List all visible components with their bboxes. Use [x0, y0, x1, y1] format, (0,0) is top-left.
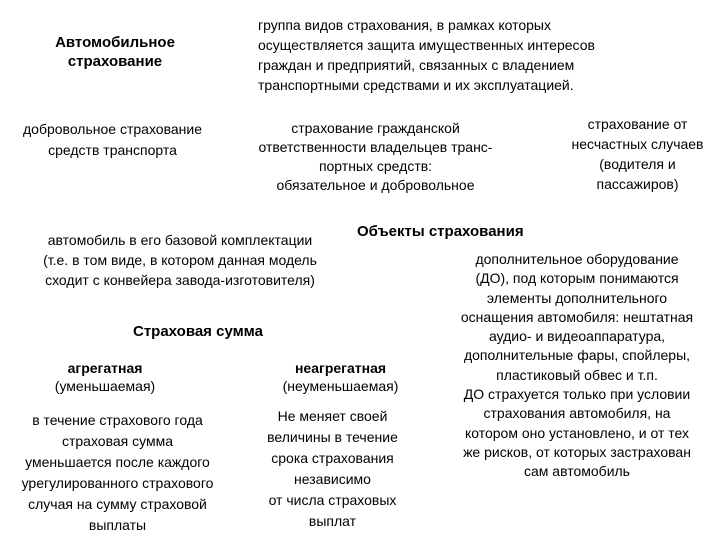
aggregate-sum-label: агрегатная: [67, 360, 143, 376]
base-configuration-car: автомобиль в его базовой комплектации (т.е. в том виде, в котором данная модель сходит с конвейера завода-изготовителя): [43, 232, 317, 288]
aggregate-sum-description: в течение страхового года страховая сумма уменьшается после каждого урегулированного страхового случая на сумму страховой выплаты: [21, 412, 214, 533]
auto-insurance-definition: группа видов страхования, в рамках которых осуществляется защита имущественных интересов граждан и предприятий, связанных с владением транспортными средствами и их эксплуатацией.: [258, 17, 595, 93]
non-aggregate-sum-label: неагрегатная: [294, 360, 387, 376]
non-aggregate-sum-description: Не меняет своей величины в течение срока страхования независимо от числа страховых выплат: [267, 408, 398, 529]
non-aggregate-sum-sublabel: (неуменьшаемая): [282, 378, 399, 394]
accident-insurance: страхование от несчастных случаев (водителя и пассажиров): [571, 116, 704, 192]
voluntary-vehicle-insurance: добровольное страхование средств транспорта: [23, 121, 202, 158]
civil-liability-insurance: страхование гражданской ответственности владельцев транс- портных средств: обязательное и добровольное: [258, 120, 493, 193]
insured-sum-title: Страховая сумма: [133, 323, 263, 340]
auto-insurance-title: Автомобильное страхование: [55, 34, 175, 70]
insurance-objects-title: Объекты страхования: [357, 223, 524, 240]
additional-equipment-description: дополнительное оборудование (ДО), под которым понимаются элементы дополнительного оснащения автомобиля: нештатная аудио- и видеоаппаратура, дополнительные фары, спойлеры, пластиковый обвес и т.п. ДО страхуется только при условии страхования автомобиля, на котором оно установлено, и от тех же рисков, от которых застрахован сам автомобиль: [460, 251, 694, 480]
aggregate-sum-sublabel: (уменьшаемая): [54, 378, 156, 394]
